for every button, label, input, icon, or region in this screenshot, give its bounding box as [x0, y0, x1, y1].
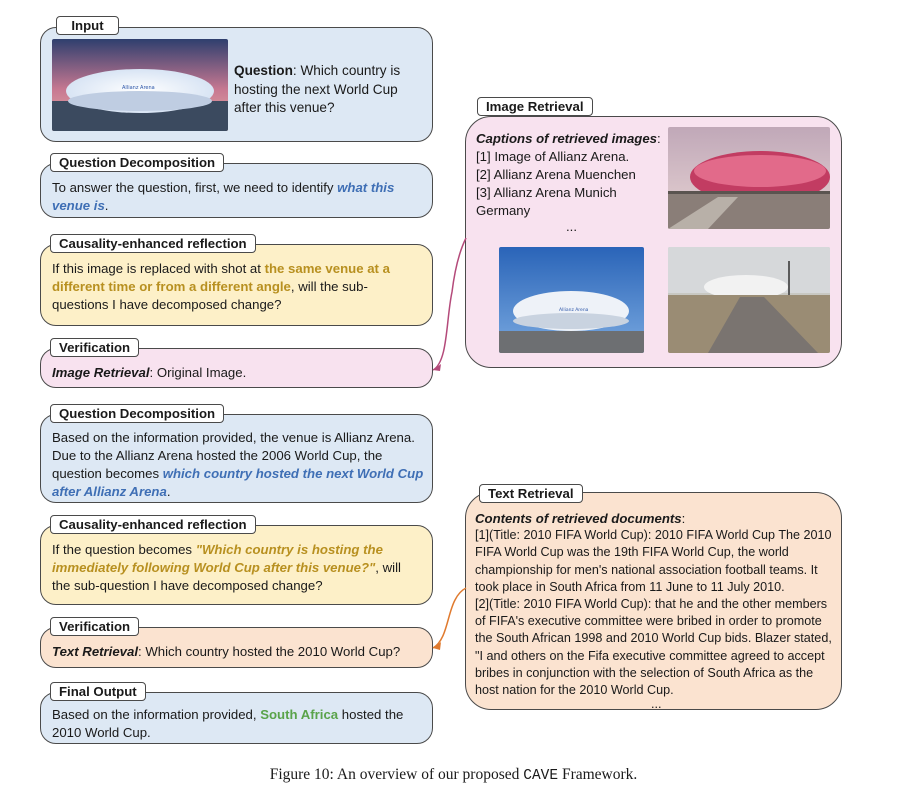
retrieved-image-1 — [668, 127, 830, 229]
image-retrieval-arrowhead — [433, 364, 441, 371]
retrieved-document-1: [1](Title: 2010 FIFA World Cup): 2010 FIFA World Cup The 2010 FIFA World Cup was the 19th FIFA World Cup, the world championship for men's national association football teams. It took place in South Africa from 11 June to 11 July 2010. — [475, 528, 832, 594]
qd2-highlight: which country hosted the next World Cup after Allianz Arena — [52, 466, 424, 499]
stadium-photo-icon — [52, 39, 228, 131]
cer2-highlight: "Which country is hosting the immediately following World Cup after this venue?" — [52, 542, 383, 575]
input-question — [234, 62, 424, 118]
causality-reflection-1-box — [40, 244, 433, 326]
stadium-blue-sky-photo-icon — [499, 247, 644, 353]
svg-text:Allianz Arena: Allianz Arena — [122, 85, 155, 91]
image-caption-3: [3] Allianz Arena Munich Germany — [476, 185, 617, 218]
cer1-text — [52, 260, 422, 314]
qd2-text — [52, 429, 430, 501]
qd2-text-c: . — [166, 484, 171, 499]
causality-reflection-2-label: Causality-enhanced reflection — [50, 515, 256, 534]
final-answer: South Africa — [260, 707, 339, 722]
ver1-value: : Original Image. — [149, 365, 247, 380]
final-text-c: hosted the 2010 World Cup. — [52, 707, 404, 740]
caption-suffix: Framework. — [558, 766, 638, 783]
cer1-text-c: , will the sub-questions I have decomposed change? — [52, 279, 368, 312]
stadium-road-photo-icon — [668, 247, 830, 353]
cer1-highlight: the same venue at a different time or from a different angle — [52, 261, 390, 294]
question-decomposition-1-label: Question Decomposition — [50, 153, 224, 172]
image-captions — [476, 130, 676, 234]
documents-colon: : — [681, 511, 686, 526]
cer2-text-a: If the question becomes — [52, 542, 196, 557]
caption-framework-name: CAVE — [523, 768, 559, 784]
documents-title: Contents of retrieved documents — [475, 511, 682, 526]
retrieved-image-3 — [668, 247, 830, 353]
image-captions-ellipsis: ... — [566, 219, 577, 234]
qd1-text-a: To answer the question, first, we need to identify — [52, 180, 338, 195]
final-output-label: Final Output — [50, 682, 146, 701]
text-retrieval-box — [465, 492, 842, 710]
image-caption-2: [2] Allianz Arena Muenchen — [476, 167, 636, 182]
documents-ellipsis: ... — [651, 697, 662, 712]
input-image — [52, 39, 228, 131]
ver2-key: Text Retrieval — [52, 644, 139, 659]
text-retrieval-arrowhead — [433, 642, 441, 650]
causality-reflection-2-box — [40, 525, 433, 605]
input-box — [40, 27, 433, 142]
image-retrieval-box — [465, 116, 842, 368]
qd1-text — [52, 179, 427, 215]
verification-1-label: Verification — [50, 338, 139, 357]
qd2-text-a: Based on the information provided, the venue is Allianz Arena. Due to the Allianz Arena hosted the 2006 World Cup, the question becomes — [52, 430, 415, 481]
cer2-text — [52, 541, 422, 595]
retrieved-image-2 — [499, 247, 644, 353]
question-text: : Which country is hosting the next World Cup after this venue? — [234, 63, 401, 115]
figure-caption — [0, 766, 907, 784]
qd1-highlight: what this venue is — [52, 180, 395, 213]
ver1-key: Image Retrieval — [52, 365, 150, 380]
ver2-text — [52, 643, 430, 661]
stadium-dusk-photo-icon — [668, 127, 830, 229]
qd1-text-c: . — [104, 198, 109, 213]
final-text — [52, 706, 412, 742]
question-decomposition-2-label: Question Decomposition — [50, 404, 224, 423]
verification-2-label: Verification — [50, 617, 139, 636]
image-retrieval-connector — [433, 238, 466, 370]
input-label: Input — [56, 16, 119, 35]
text-retrieval-label: Text Retrieval — [479, 484, 583, 503]
image-retrieval-label: Image Retrieval — [477, 97, 593, 116]
final-text-a: Based on the information provided, — [52, 707, 261, 722]
image-captions-title: Captions of retrieved images — [476, 131, 658, 146]
text-retrieval-connector — [433, 588, 466, 648]
caption-prefix: Figure 10: An overview of our proposed — [269, 766, 524, 783]
question-label: Question — [234, 63, 293, 78]
svg-text:Allianz Arena: Allianz Arena — [559, 308, 589, 313]
retrieved-documents — [475, 510, 839, 712]
cer2-text-c: , will the sub-question I have decomposed change? — [52, 560, 401, 593]
image-captions-colon: : — [657, 131, 661, 146]
ver1-text — [52, 364, 427, 382]
causality-reflection-1-label: Causality-enhanced reflection — [50, 234, 256, 253]
ver2-value: : Which country hosted the 2010 World Cup? — [138, 644, 401, 659]
question-decomposition-2-box — [40, 414, 433, 503]
image-caption-1: [1] Image of Allianz Arena. — [476, 149, 630, 164]
retrieved-document-2: [2](Title: 2010 FIFA World Cup): that he and the other members of FIFA's executive committee were bribed in order to promote the South African 1998 and 2010 World Cup bids. Blazer stated, "I and others on the Fifa executive committee agreed to accept bribes in conjunction with the selection of South Africa as the host nation for the 2010 World Cup. — [475, 597, 832, 698]
cer1-text-a: If this image is replaced with shot at — [52, 261, 265, 276]
